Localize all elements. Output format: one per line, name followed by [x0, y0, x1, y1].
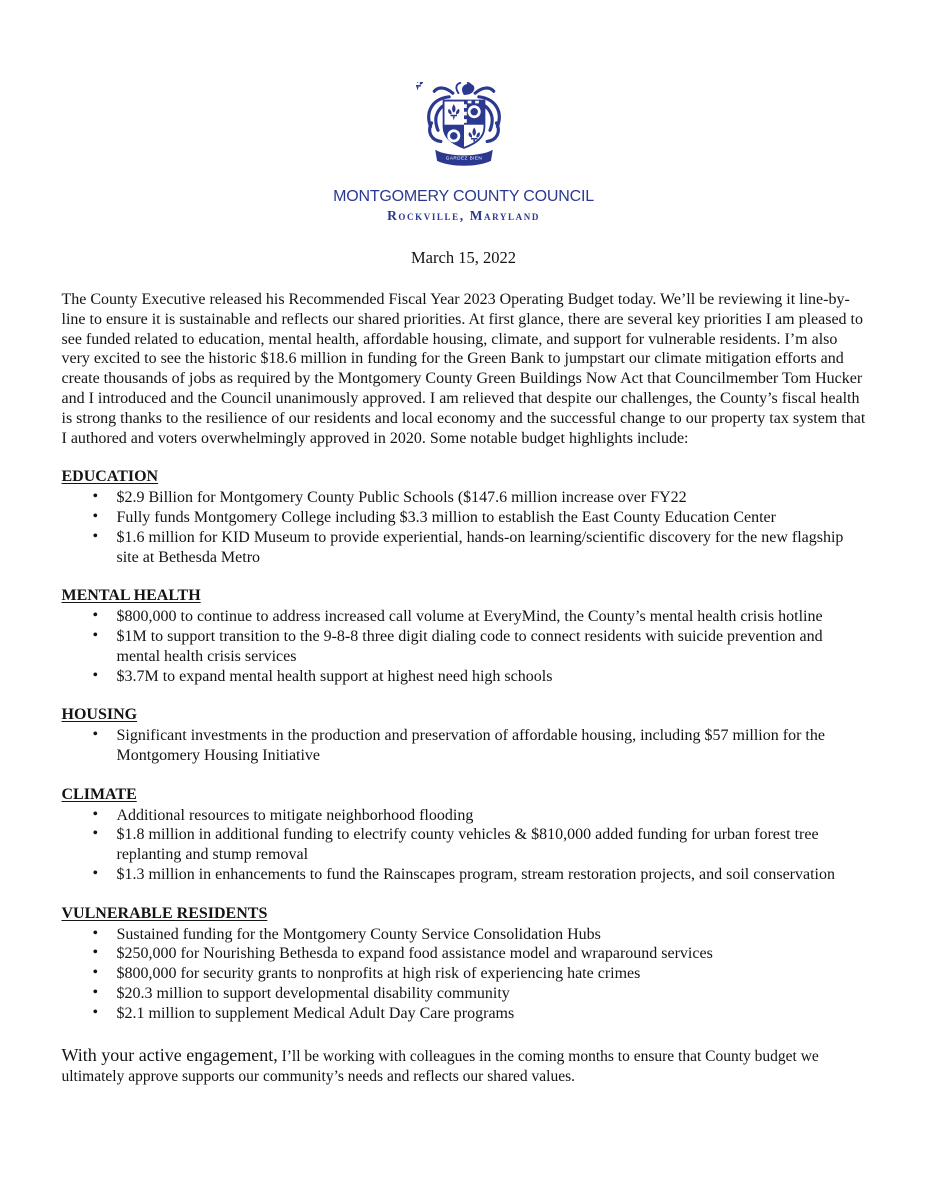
bullet-item: • Fully funds Montgomery College including $3.3 million to establish the East County Education Center: [62, 508, 866, 528]
section-heading: VULNERABLE RESIDENTS: [61, 904, 268, 922]
bullet-list: [62, 607, 866, 686]
date-line: March 15, 2022: [411, 248, 516, 267]
intro-paragraph: The County Executive released his Recommended Fiscal Year 2023 Operating Budget today. We’ll be reviewing it line-by-line to ensure it is sustainable and reflects our shared priorities. At first glance, there are several key priorities I am pleased to see funded related to education, mental health, affordable housing, climate, and support for vulnerable residents. I’m also very excited to see the historic $18.6 million in funding for the Green Bank to jumpstart our climate mitigation efforts and create thousands of jobs as required by the Montgomery County Green Buildings Now Act that Councilmember Tom Hucker and I introduced and the Council unanimously approved. I am relieved that despite our challenges, the County’s fiscal health is strong thanks to the resilience of our residents and local economy and the successful change to our property tax system that I authored and voters overwhelmingly approved in 2020. Some notable budget highlights include:: [61, 291, 866, 447]
bullet-item: • $20.3 million to support developmental disability community: [62, 984, 866, 1004]
section-heading: EDUCATION: [61, 468, 159, 486]
bullet-item: • $1M to support transition to the 9-8-8 three digit dialing code to connect residents with suicide prevention and mental health crisis services: [62, 627, 866, 667]
council-crest-logo: [416, 82, 512, 186]
section-vulnerable-residents: [62, 904, 866, 1024]
bullet-item: • $800,000 for security grants to nonprofits at high risk of experiencing hate crimes: [62, 964, 866, 984]
bullet-item: • $1.6 million for KID Museum to provide experiential, hands-on learning/scientific discovery for the new flagship site at Bethesda Metro: [62, 528, 866, 568]
bullet-list: [62, 925, 866, 1024]
bullet-item: • $2.1 million to supplement Medical Adult Day Care programs: [62, 1004, 866, 1024]
section-education: [62, 467, 866, 567]
bullet-item: • $1.3 million in enhancements to fund the Rainscapes program, stream restoration projects, and soil conservation: [62, 865, 866, 885]
letter-body: [62, 290, 866, 1088]
org-location: Rockville, Maryland: [387, 208, 540, 223]
section-climate: [62, 785, 866, 885]
bullet-item: • $2.9 Billion for Montgomery County Public Schools ($147.6 million increase over FY22: [62, 488, 866, 508]
org-name: MONTGOMERY COUNTY COUNCIL: [333, 188, 594, 205]
bullet-list: [62, 488, 866, 567]
section-heading: CLIMATE: [61, 785, 137, 803]
crest-motto: GARDEZ BIEN: [445, 155, 482, 161]
bullet-item: • Additional resources to mitigate neighborhood flooding: [62, 806, 866, 826]
section-heading: HOUSING: [61, 706, 138, 724]
bullet-item: • Sustained funding for the Montgomery County Service Consolidation Hubs: [62, 925, 866, 945]
section-mental-health: [62, 586, 866, 686]
bullet-item: • $800,000 to continue to address increased call volume at EveryMind, the County’s mental health crisis hotline: [62, 607, 866, 627]
closing-paragraph: [62, 1045, 866, 1088]
bullet-list: [62, 806, 866, 885]
bullet-item: • $250,000 for Nourishing Bethesda to expand food assistance model and wraparound services: [62, 944, 866, 964]
bullet-item: • $1.8 million in additional funding to electrify county vehicles & $810,000 added funding for urban forest tree replanting and stump removal: [62, 825, 866, 865]
closing-rest: I’ll be working with colleagues in the coming months to ensure that County budget we ultimately approve supports our community’s needs and reflects our shared values.: [61, 1047, 819, 1085]
bullet-item: • $3.7M to expand mental health support at highest need high schools: [62, 667, 866, 687]
bullet-item: • Significant investments in the production and preservation of affordable housing, including $57 million for the Montgomery Housing Initiative: [62, 726, 866, 766]
bullet-list: [62, 726, 866, 766]
closing-lead: With your active engagement,: [61, 1044, 278, 1065]
section-heading: MENTAL HEALTH: [61, 587, 201, 605]
letterhead: [0, 0, 927, 224]
section-housing: [62, 705, 866, 765]
